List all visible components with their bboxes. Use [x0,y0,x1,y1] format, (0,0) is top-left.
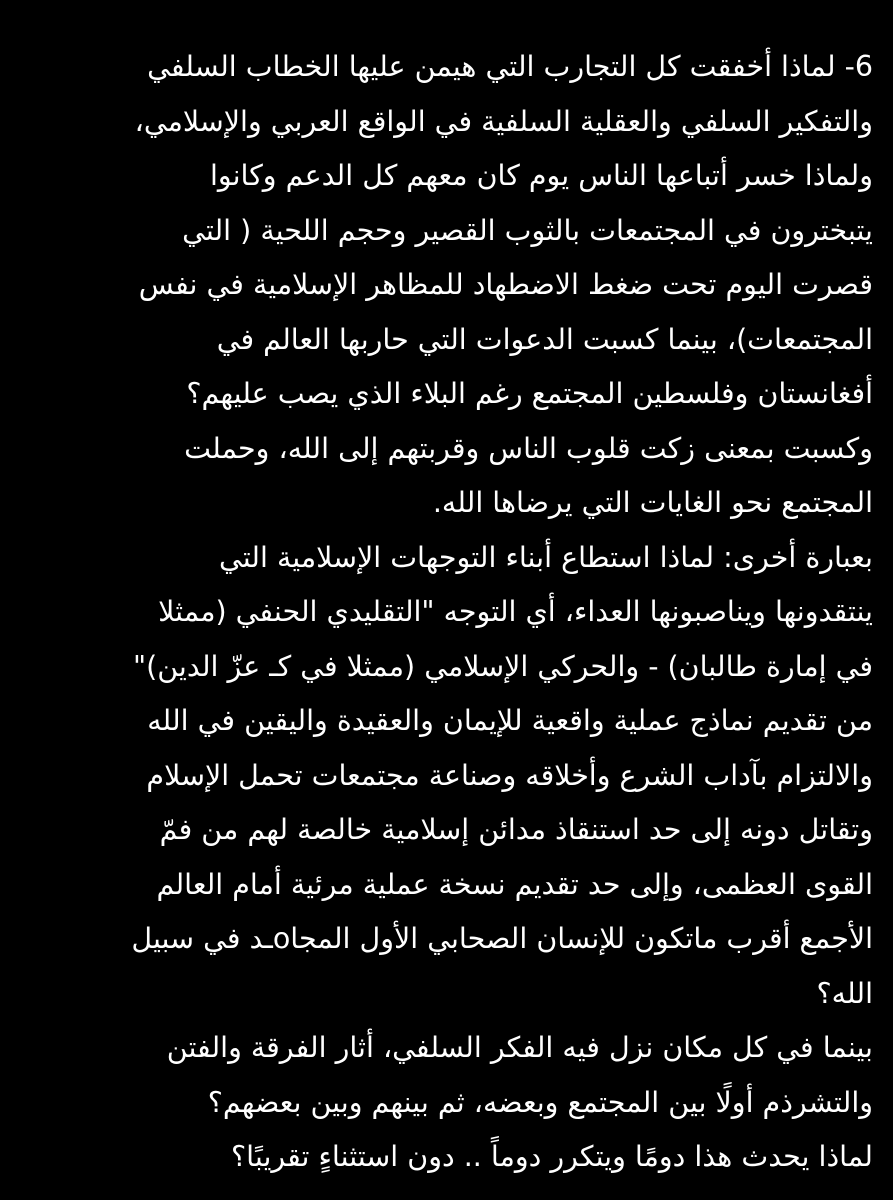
text-line: الله؟ [816,976,873,1010]
text-line: الأجمع أقرب ماتكون للإنسان الصحابي الأول المجاoـد في سبيل [131,922,873,955]
text-line: في إمارة طالبان) - والحركي الإسلامي (ممثلا في كـ عزّ الدين)" [133,649,873,683]
text-line: والتفكير السلفي والعقلية السلفية في الواقع العربي والإسلامي، [134,104,873,138]
text-line: بعبارة أخرى: لماذا استطاع أبناء التوجهات الإسلامية التي [218,540,873,574]
article-text [28,40,873,1185]
text-line: لماذا يحدث هذا دومًا ويتكرر دوماً .. دون استثناءٍ تقريبًا؟ [231,1140,873,1173]
text-line: المجتمعات)، بينما كسبت الدعوات التي حاربها العالم في [216,322,873,356]
text-line: قصرت اليوم تحت ضغط الاضطهاد للمظاهر الإسلامية في نفس [138,268,873,301]
text-line: ولماذا خسر أتباعها الناس يوم كان معهم كل الدعم وكانوا [209,159,873,192]
text-line: بينما في كل مكان نزل فيه الفكر السلفي، أثار الفرقة والفتن [166,1031,873,1064]
text-line: وكسبت بمعنى زكت قلوب الناس وقربتهم إلى الله، وحملت [184,431,873,465]
text-line: والتشرذم أولًا بين المجتمع وبعضه، ثم بينهم وبين بعضهم؟ [207,1085,873,1119]
text-line: وتقاتل دونه إلى حد استنقاذ مدائن إسلامية خالصة لهم من فمّ [159,813,873,846]
text-line: يتبخترون في المجتمعات بالثوب القصير وحجم اللحية ( التي [182,213,873,247]
text-line: ينتقدونها ويناصبونها العداء، أي التوجه "التقليدي الحنفي (ممثلا [158,595,873,628]
text-line: المجتمع نحو الغايات التي يرضاها الله. [432,486,873,519]
text-line: والالتزام بآداب الشرع وأخلاقه وصناعة مجتمعات تحمل الإسلام [146,758,873,792]
text-line: 6- لماذا أخفقت كل التجارب التي هيمن عليها الخطاب السلفي [147,50,873,83]
text-line: أفغانستان وفلسطين المجتمع رغم البلاء الذي يصب عليهم؟ [186,377,873,410]
text-line: القوى العظمى، وإلى حد تقديم نسخة عملية مرئية أمام العالم [156,867,873,901]
text-line: من تقديم نماذج عملية واقعية للإيمان والعقيدة واليقين في الله [147,704,873,737]
